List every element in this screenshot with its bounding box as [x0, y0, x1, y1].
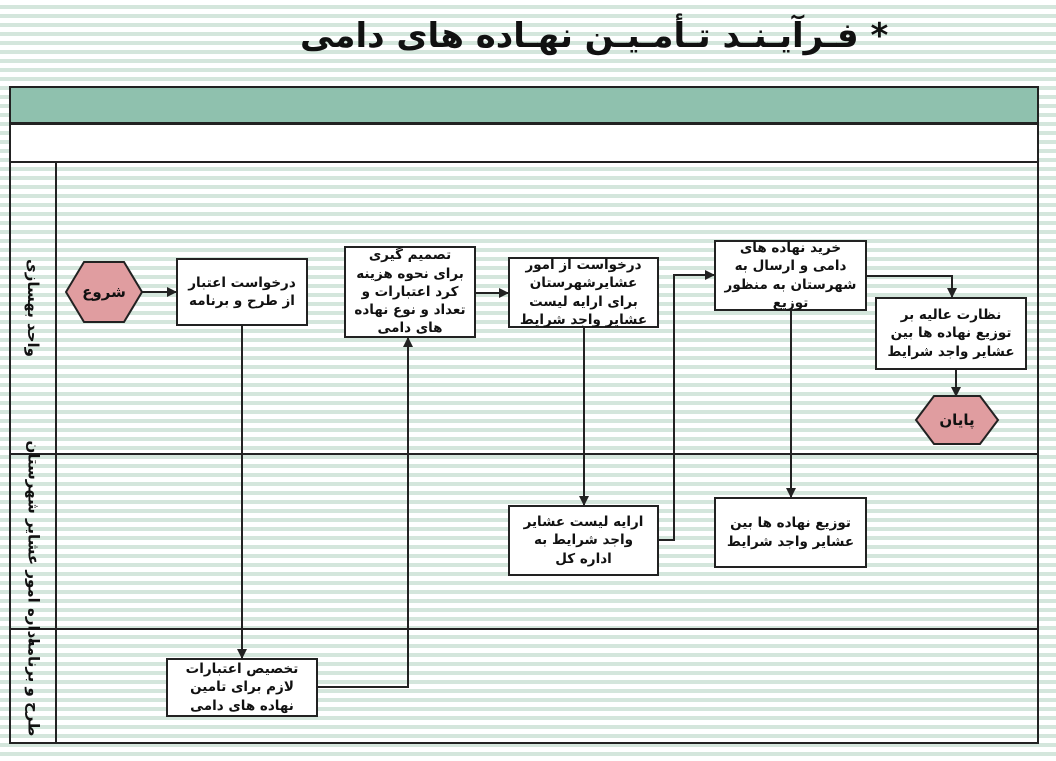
start-label: شروع — [82, 283, 126, 301]
step-provide-list: ارایه لیست عشایر واجد شرایط به اداره کل — [508, 505, 659, 576]
lane-label-planning: طرح و برنامه — [24, 637, 42, 737]
connector-purchase-to-supervise — [867, 276, 952, 297]
step-request-credit: درخواست اعتبار از طرح و برنامه — [176, 258, 308, 326]
step-purchase: خرید نهاده های دامی و ارسال به شهرستان به منظور توزیع — [714, 240, 867, 311]
page-title: * فـرآیـنـد تـأمـیـن نهـاده های دامی — [300, 16, 889, 56]
step-supervise: نظارت عالیه بر توزیع نهاده ها بین عشایر واجد شرایط — [875, 297, 1027, 370]
connector-provide-list-to-purchase — [659, 275, 714, 540]
connector-allocate-to-decision — [318, 338, 408, 687]
step-request-list: درخواست از امور عشایرشهرستان برای ارایه لیست عشایر واجد شرایط — [508, 257, 659, 328]
step-allocate: تخصیص اعتبارات لازم برای تامین نهاده های دامی — [166, 658, 318, 717]
lane-label-county-nomads-office: اداره امور عشایر شهرستان — [24, 439, 43, 644]
end-label: پایان — [939, 411, 975, 429]
step-distribute: توزیع نهاده ها بین عشایر واجد شرایط — [714, 497, 867, 568]
lane-label-improvement-unit: واحد بهسازی — [24, 259, 43, 357]
step-decision: تصمیم گیری برای نحوه هزینه کرد اعتبارات و تعداد و نوع نهاده های دامی — [344, 246, 476, 338]
